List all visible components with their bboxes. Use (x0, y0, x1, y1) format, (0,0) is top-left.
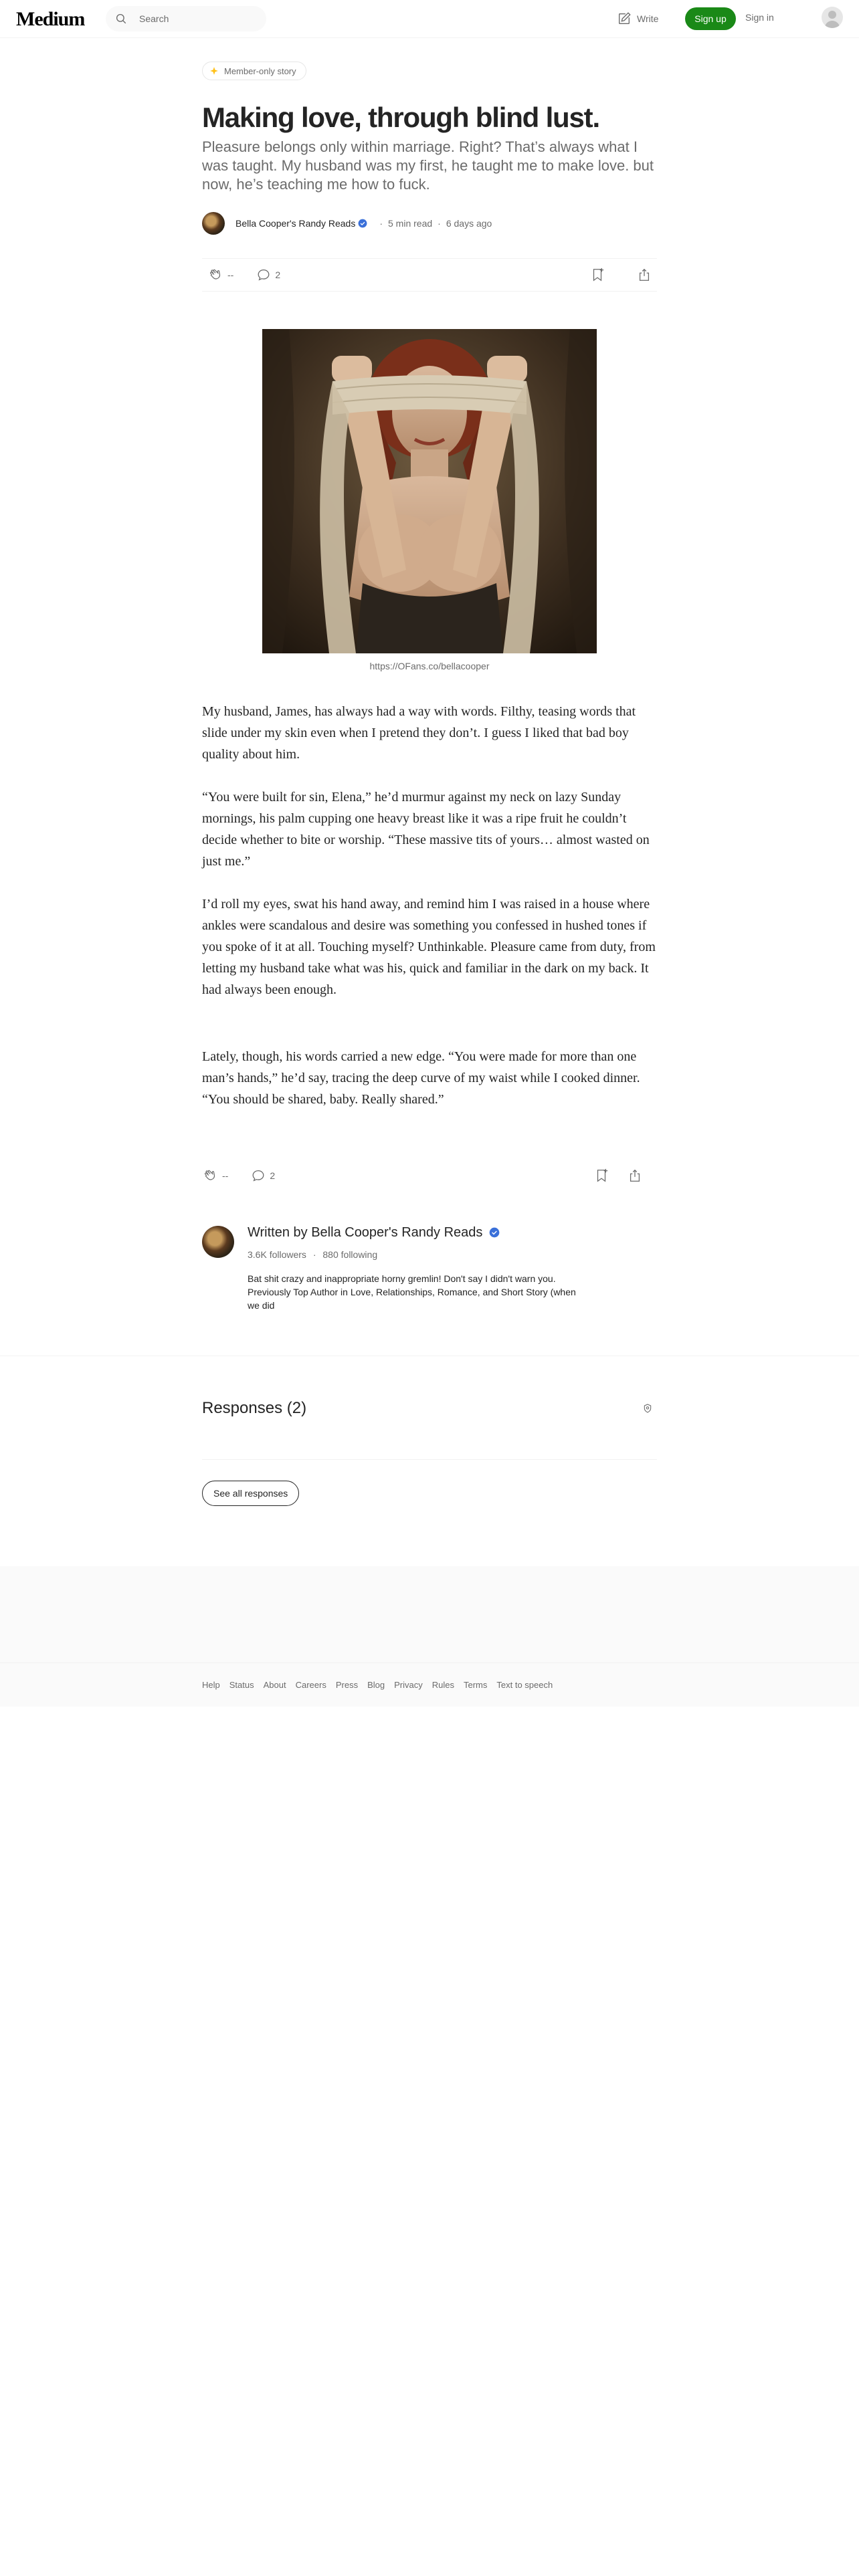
top-action-bar (202, 258, 657, 292)
clap-button[interactable] (207, 267, 233, 283)
article-paragraph: Lately, though, his words carried a new edge. “You were made for more than one man’s hands,” he’d say, tracing the deep curve of my waist while I cooked dinner. “You should be shared, baby. Really shared.” (202, 1049, 640, 1107)
author-bio: Bat shit crazy and inappropriate horny gremlin! Don't say I didn't warn you. Previously Top Author in Love, Relationships, Romance, and Short Story (when we did (248, 1273, 576, 1311)
bookmark-icon[interactable] (594, 1168, 609, 1183)
top-navigation-bar (0, 0, 859, 38)
member-only-label: Member-only story (224, 66, 296, 76)
footer-link-text-to-speech[interactable]: Text to speech (496, 1680, 553, 1690)
written-by-text: Written by Bella Cooper's Randy Reads (248, 1225, 483, 1240)
community-guidelines-icon[interactable] (642, 1403, 653, 1414)
user-avatar-button[interactable] (822, 7, 843, 28)
sign-in-link[interactable]: Sign in (745, 12, 774, 23)
footer-link-rules[interactable]: Rules (432, 1680, 454, 1690)
footer-link-press[interactable]: Press (335, 1680, 359, 1690)
response-count: 2 (270, 1170, 276, 1181)
footer-divider (0, 1662, 859, 1663)
written-by-heading[interactable] (248, 1225, 500, 1241)
response-count: 2 (275, 270, 281, 280)
footer-link-status[interactable]: Status (229, 1680, 254, 1690)
verified-badge-icon (358, 219, 367, 228)
byline (202, 211, 492, 235)
image-caption[interactable]: https://OFans.co/bellacooper (369, 661, 490, 671)
user-placeholder-icon (822, 7, 843, 28)
author-avatar[interactable] (202, 212, 225, 235)
bottom-action-bar (202, 1159, 657, 1192)
responses-button[interactable] (256, 267, 280, 282)
responses-divider (202, 1459, 657, 1460)
clap-button[interactable] (202, 1168, 228, 1184)
footer-link-careers[interactable]: Careers (295, 1680, 326, 1690)
article-paragraph: I’d roll my eyes, swat his hand away, and remind him I was raised in a house where ankles were scandalous and desire was something you confessed in hushed tones if you spoke of it at all. Touching myself? Unthinkable. Pleasure came from duty, from letting my husband take what was his, quick and familiar in the dark on my back. It had always been enough. (202, 897, 656, 997)
footer-link-about[interactable]: About (263, 1680, 286, 1690)
verified-badge-icon (489, 1227, 500, 1238)
see-all-responses-button[interactable]: See all responses (202, 1481, 299, 1506)
article-paragraph: “You were built for sin, Elena,” he’d murmur against my neck on lazy Sunday mornings, his palm cupping one heavy breast like it was a ripe fruit he couldn’t decide whether to bite or worship. “These massive tits of yours… almost wasted on just me.” (202, 790, 650, 869)
sign-up-button[interactable]: Sign up (685, 7, 736, 30)
medium-logo[interactable]: Medium (16, 8, 85, 30)
article-image (262, 329, 597, 653)
clap-count: -- (227, 270, 234, 280)
author-name[interactable]: Bella Cooper's Randy Reads (235, 218, 356, 229)
search-icon (115, 13, 127, 25)
clap-count: -- (222, 1170, 229, 1181)
publish-date: 6 days ago (446, 218, 492, 229)
bookmark-icon[interactable] (590, 267, 605, 282)
followers-count[interactable]: 3.6K followers (248, 1249, 306, 1260)
footer-link-privacy[interactable]: Privacy (394, 1680, 423, 1690)
follower-stats (248, 1249, 377, 1260)
article-paragraph: My husband, James, has always had a way with words. Filthy, teasing words that slide under my skin even when I pretend they don’t. I guess I liked that bad boy quality about him. (202, 704, 636, 762)
share-icon[interactable] (628, 1168, 642, 1183)
comment-icon (251, 1168, 266, 1183)
blindfolded-woman-photo (262, 329, 597, 653)
comment-icon (256, 267, 271, 282)
footer-link-blog[interactable]: Blog (367, 1680, 385, 1690)
clap-icon (202, 1168, 218, 1184)
author-card-avatar[interactable] (202, 1226, 234, 1258)
share-icon[interactable] (637, 267, 652, 282)
member-only-badge (202, 62, 306, 80)
article-subtitle: Pleasure belongs only within marriage. Right? That’s always what I was taught. My husband was my first, he taught me to make love. but now, he’s teaching me how to fuck. (202, 138, 654, 193)
write-icon (617, 11, 632, 26)
write-label: Write (637, 13, 659, 24)
separator-dot: · (379, 218, 383, 229)
write-button[interactable] (617, 9, 658, 28)
separator-dot: · (312, 1249, 316, 1260)
article-title: Making love, through blind lust. (202, 102, 599, 133)
search-box[interactable] (106, 6, 266, 31)
clap-icon (207, 267, 223, 283)
footer-link-terms[interactable]: Terms (463, 1680, 488, 1690)
star-icon (209, 66, 219, 76)
footer-links (202, 1680, 553, 1690)
search-input[interactable]: Search (139, 13, 169, 24)
read-time: 5 min read (388, 218, 433, 229)
responses-heading: Responses (2) (202, 1399, 307, 1417)
separator-dot: · (438, 218, 441, 229)
footer-link-help[interactable]: Help (202, 1680, 220, 1690)
responses-button[interactable] (251, 1168, 275, 1183)
following-count[interactable]: 880 following (322, 1249, 378, 1260)
